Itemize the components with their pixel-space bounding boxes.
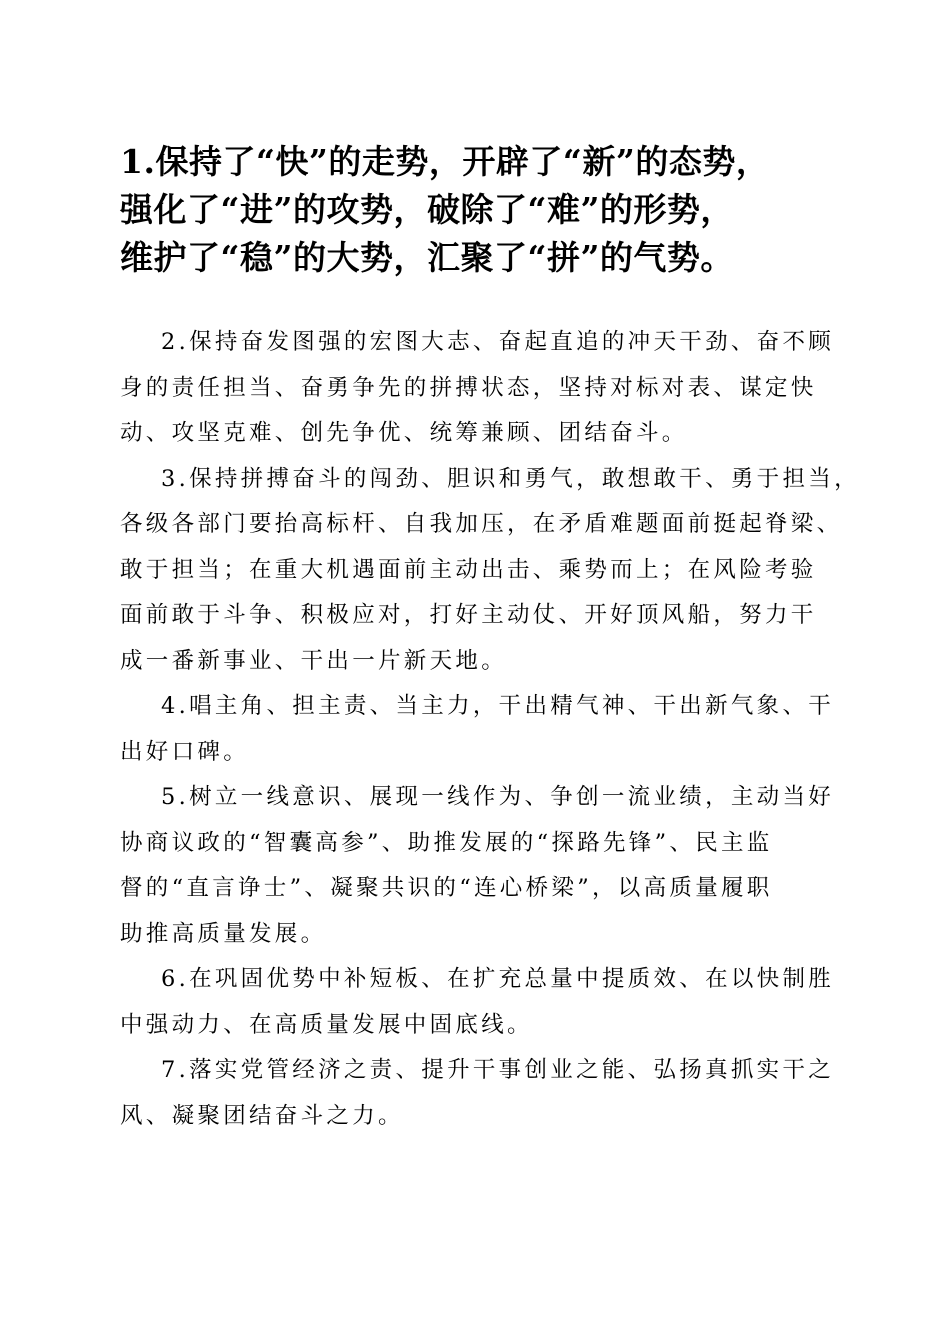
paragraph-line: 3.保持拼搏奋斗的闯劲、胆识和勇气，敢想敢干、勇于担当，	[161, 465, 860, 492]
paragraph-line: 协商议政的“智囊高参”、助推发展的“探路先锋”、民主监	[120, 829, 773, 856]
paragraph-line: 出好口碑。	[120, 738, 250, 765]
document-body	[120, 320, 860, 1139]
paragraph-5	[120, 775, 835, 957]
paragraph-line: 助推高质量发展。	[120, 920, 327, 947]
document-title	[120, 138, 850, 282]
paragraph-line: 敢于担当；在重大机遇面前主动出击、乘势而上；在风险考验	[120, 556, 817, 583]
paragraph-line: 6.在巩固优势中补短板、在扩充总量中提质效、在以快制胜	[161, 966, 835, 992]
paragraph-line: 身的责任担当、奋勇争先的拼搏状态，坚持对标对表、谋定快	[120, 374, 817, 401]
title-line: 1.保持了“快”的走势，开辟了“新”的态势，	[120, 142, 770, 181]
paragraph-line: 动、攻坚克难、创先争优、统筹兼顾、团结奋斗。	[120, 420, 688, 446]
title-line: 强化了“进”的攻势，破除了“难”的形势，	[120, 190, 734, 229]
paragraph-line: 督的“直言诤士”、凝聚共识的“连心桥梁”，以高质量履职	[120, 875, 773, 901]
paragraph-line: 风、凝聚团结奋斗之力。	[120, 1102, 404, 1129]
paragraph-line: 成一番新事业、干出一片新天地。	[120, 647, 508, 674]
paragraph-2	[120, 320, 835, 457]
paragraph-line: 7.落实党管经济之责、提升干事创业之能、弘扬真抓实干之	[161, 1057, 835, 1083]
paragraph-line: 面前敢于斗争、积极应对，打好主动仗、开好顶风船，努力干	[120, 602, 817, 628]
paragraph-4	[120, 684, 835, 775]
paragraph-line: 2.保持奋发图强的宏图大志、奋起直追的冲天干劲、奋不顾	[161, 329, 835, 355]
paragraph-line: 中强动力、在高质量发展中固底线。	[120, 1011, 533, 1038]
paragraph-3	[120, 457, 860, 685]
paragraph-6	[120, 957, 835, 1048]
title-line: 维护了“稳”的大势，汇聚了“拼”的气势。	[120, 238, 734, 277]
paragraph-line: 4.唱主角、担主责、当主力，干出精气神、干出新气象、干	[161, 693, 835, 719]
paragraph-line: 各级各部门要抬高标杆、自我加压，在矛盾难题面前挺起脊梁、	[120, 511, 843, 537]
paragraph-line: 5.树立一线意识、展现一线作为、争创一流业绩，主动当好	[161, 784, 835, 810]
paragraph-7	[120, 1048, 835, 1139]
